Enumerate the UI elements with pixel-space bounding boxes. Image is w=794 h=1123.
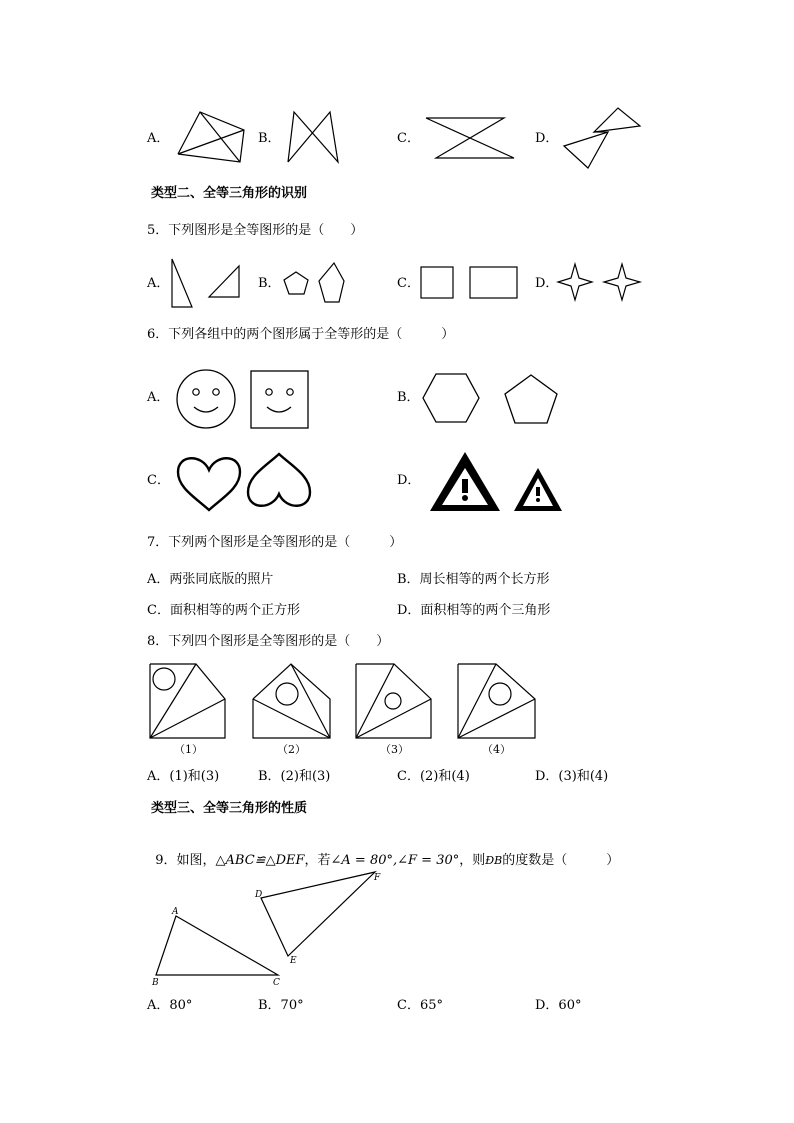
q8-figure-3 (354, 662, 434, 740)
q7-stem: 7．下列两个图形是全等图形的是（ ） (147, 535, 403, 550)
q6-figure-b (420, 370, 560, 428)
q8-option-a: A．(1)和(3) (147, 769, 220, 784)
q5-option-b-label: B． (258, 276, 281, 291)
q5-option-c-label: C． (397, 276, 420, 291)
q9-label-b: B (152, 978, 159, 988)
q9-stem-mid2: ，则 (459, 853, 486, 868)
q5-option-a-label: A． (147, 276, 170, 291)
q9-stem-suffix: 的度数是（ ） (502, 853, 620, 868)
q8-option-d: D．(3)和(4) (535, 769, 609, 784)
q8-caption-1: （1） (174, 743, 203, 756)
q5-figure-d (556, 262, 644, 304)
q6-option-b-label: B． (397, 390, 420, 405)
q9-given-angles: ∠A = 80°,∠F = 30° (330, 853, 460, 868)
q5-figure-b (280, 258, 352, 306)
q9-stem (147, 837, 619, 869)
q9-option-c: C．65° (397, 998, 443, 1013)
q4-figure-c (422, 116, 520, 160)
q9-label-a: A (172, 907, 179, 917)
q4-figure-b (284, 110, 344, 166)
q8-figure-4 (456, 662, 538, 740)
q5-option-d-label: D． (535, 276, 559, 291)
q9-figure-triangles (150, 868, 390, 990)
section-2-heading: 类型二、全等三角形的识别 (151, 186, 308, 201)
q6-figure-a (170, 368, 314, 432)
q5-figure-a (168, 256, 248, 312)
q4-option-d-label: D． (535, 131, 559, 146)
q6-stem: 6．下列各组中的两个图形属于全等形的是（ ） (147, 327, 455, 342)
q7-option-b: B．周长相等的两个长方形 (397, 572, 550, 587)
q7-option-d: D．面积相等的两个三角形 (397, 603, 551, 618)
q8-caption-4: （4） (482, 743, 511, 756)
q5-stem: 5．下列图形是全等图形的是（ ） (147, 223, 364, 238)
q7-option-c: C．面积相等的两个正方形 (147, 603, 300, 618)
q8-stem: 8．下列四个图形是全等图形的是（ ） (147, 634, 390, 649)
q4-figure-a (176, 108, 246, 168)
q9-label-d: D (255, 890, 263, 900)
q8-option-b: B．(2)和(3) (258, 769, 331, 784)
q6-option-c-label: C． (147, 473, 170, 488)
q8-caption-3: （3） (380, 743, 409, 756)
q9-stem-mid: ，若 (304, 853, 331, 868)
q4-option-c-label: C． (397, 131, 420, 146)
q6-option-d-label: D． (397, 473, 421, 488)
q9-angle-b: ÐB (485, 854, 503, 867)
q5-figure-c (418, 264, 522, 302)
section-3-heading: 类型三、全等三角形的性质 (151, 801, 308, 816)
q9-option-a: A．80° (147, 998, 193, 1013)
q8-figure-2 (251, 662, 333, 740)
q9-option-d: D．60° (535, 998, 582, 1013)
q9-label-e: E (290, 956, 297, 966)
q9-stem-prefix: 9．如图， (155, 853, 216, 868)
q8-option-c: C．(2)和(4) (397, 769, 470, 784)
q4-figure-d (560, 106, 644, 170)
q4-option-a-label: A． (147, 131, 170, 146)
q7-option-a: A．两张同底版的照片 (147, 572, 274, 587)
q4-option-b-label: B． (258, 131, 281, 146)
q8-caption-2: （2） (277, 743, 306, 756)
q6-figure-d (428, 450, 568, 514)
q9-option-b: B．70° (258, 998, 304, 1013)
q9-congruence: △ABC≌△DEF (215, 853, 305, 868)
q6-option-a-label: A． (147, 390, 170, 405)
q9-label-c: C (273, 978, 280, 988)
q8-figure-1 (148, 662, 228, 740)
q9-label-f: F (374, 873, 381, 883)
q6-figure-c (172, 450, 322, 514)
